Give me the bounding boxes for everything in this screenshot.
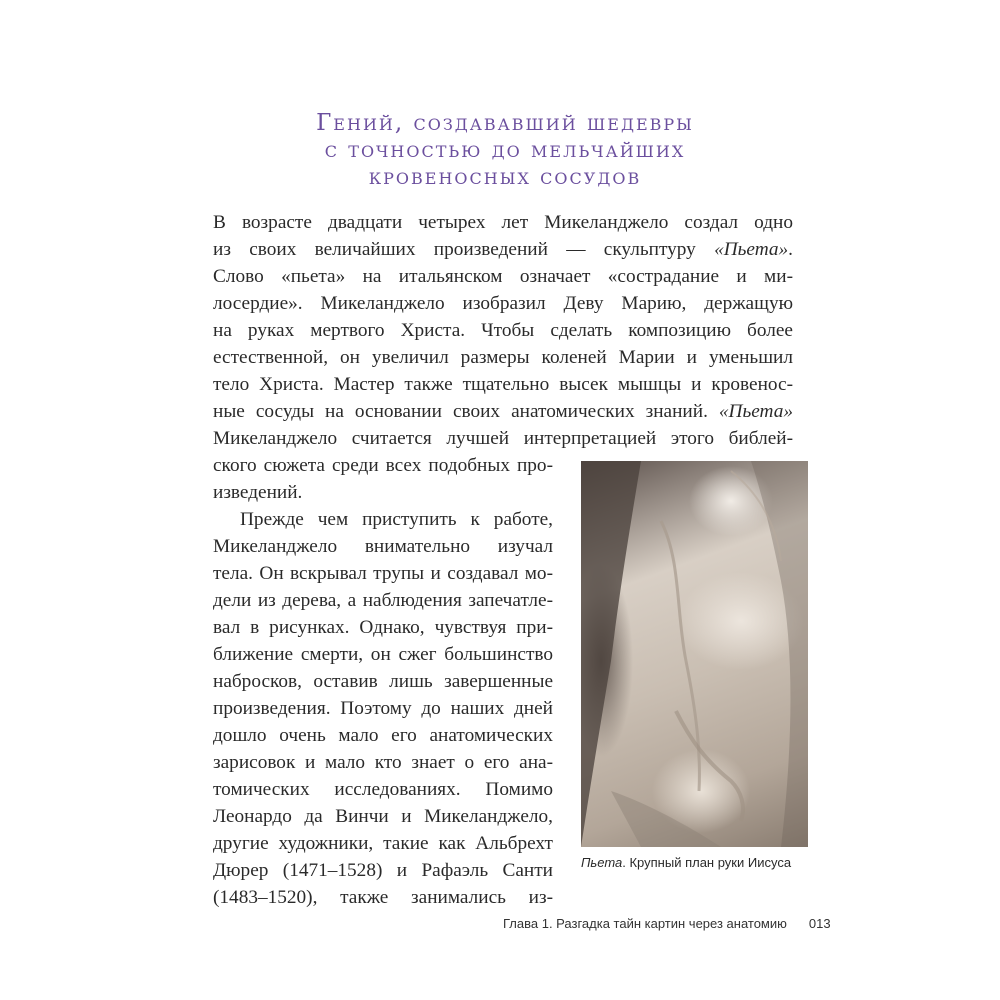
body-line: Микеланджело считается лучшей интерпретацией этого библей- xyxy=(213,428,793,449)
body-line: Микеланджело внимательно изучал xyxy=(213,536,553,557)
body-line: лосердие». Микеланджело изобразил Деву Марию, держащую xyxy=(213,293,793,314)
page-number: 013 xyxy=(808,916,831,931)
page-footer xyxy=(503,916,831,931)
body-line: зарисовок и мало кто знает о его ана- xyxy=(213,752,553,773)
body-line: Слово «пьета» на итальянском означает «сострадание и ми- xyxy=(213,266,793,287)
heading-line: с точностью до мельчайших xyxy=(324,137,686,163)
body-line: ближение смерти, он сжег большинство xyxy=(213,644,553,665)
body-line: В возрасте двадцати четырех лет Микеланджело создал одно xyxy=(213,212,793,233)
body-line: изведений. xyxy=(213,482,303,503)
body-line: ные сосуды на основании своих анатомических знаний. «Пьета» xyxy=(213,401,793,422)
body-line: Леонардо да Винчи и Микеланджело, xyxy=(213,806,553,827)
body-line: Дюрер (1471–1528) и Рафаэль Санти xyxy=(213,860,553,881)
body-line: вал в рисунках. Однако, чувствуя при- xyxy=(213,617,553,638)
chapter-title: Глава 1. Разгадка тайн картин через анатомию xyxy=(503,916,787,931)
photo-caption: Пьета. Крупный план руки Иисуса xyxy=(581,855,792,870)
body-line: томических исследованиях. Помимо xyxy=(213,779,553,800)
body-line: дошло очень мало его анатомических xyxy=(213,725,553,746)
body-line: набросков, оставив лишь завершенные xyxy=(213,671,553,692)
heading-line: кровеносных сосудов xyxy=(368,164,642,190)
section-heading xyxy=(210,110,800,191)
body-line: произведения. Поэтому до наших дней xyxy=(213,698,553,719)
heading-line: Гений, создававший шедевры xyxy=(316,110,694,136)
body-line: другие художники, такие как Альбрехт xyxy=(213,833,553,854)
body-line: ского сюжета среди всех подобных про- xyxy=(213,455,553,476)
body-line: естественной, он увеличил размеры коленей Марии и уменьшил xyxy=(213,347,793,368)
body-line: (1483–1520), также занимались из- xyxy=(213,887,553,908)
body-line: из своих величайших произведений — скульптуру «Пьета». xyxy=(213,239,793,260)
body-line: тела. Он вскрывал трупы и создавал мо- xyxy=(213,563,553,584)
body-line: дели из дерева, а наблюдения запечатле- xyxy=(213,590,553,611)
body-line: Прежде чем приступить к работе, xyxy=(240,509,553,530)
pieta-photo xyxy=(581,461,808,847)
body-line: тело Христа. Мастер также тщательно высек мышцы и кровенос- xyxy=(213,374,793,395)
body-line: на руках мертвого Христа. Чтобы сделать композицию более xyxy=(213,320,793,341)
